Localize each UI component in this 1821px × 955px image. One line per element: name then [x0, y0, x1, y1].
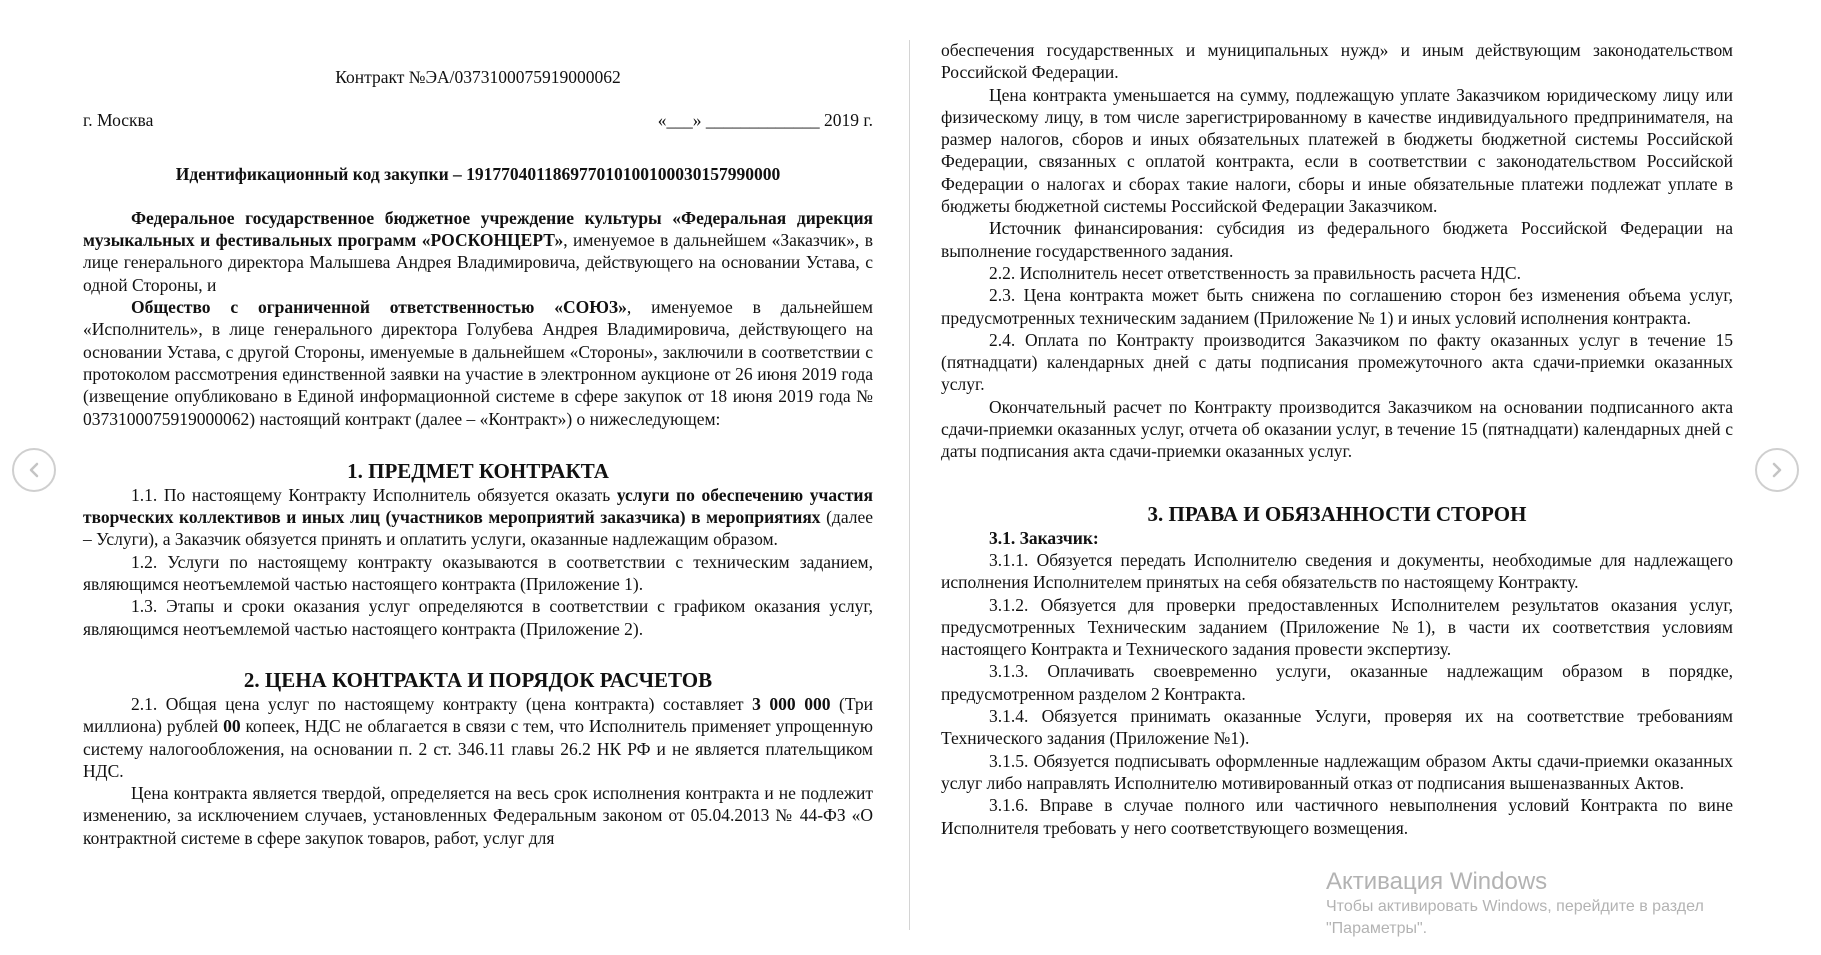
clause-3-1-2: 3.1.2. Обязуется для проверки предоставленных Исполнителем результатов оказания услуг, предусмотренных Техническим заданием (Приложение №1), в части их соответствия условиям настоящего Контракта и Технического задания провести экспертизу.	[941, 594, 1733, 660]
clause-3-1-3: 3.1.3. Оплачивать своевременно услуги, оказанные надлежащим образом в порядке, предусмотренном разделом 2 Контракта.	[941, 661, 1733, 704]
paragraph-price-reduction: Цена контракта уменьшается на сумму, подлежащую уплате Заказчиком юридическому лицу или физическому лицу, в том числе зарегистрированному в качестве индивидуального предпринимателя, на размер налогов, сборов и иных обязательных платежей в бюджеты бюджетной системы Российской Федерации, связанных с оплатой контракта, если в соответствии с законодательством Российской Федерации о налогах и сборах такие налоги, сборы и иные обязательные платежи подлежат уплате в бюджеты бюджетной системы Российской Федерации Заказчиком.	[941, 84, 1733, 217]
clause-2-1-end: копеек, НДС не облагается в связи с тем, что Исполнитель применяет упрощенную систему налогообложения, на основании п. 2 ст. 346.11 главы 26.2 НК РФ и не является плательщиком НДС.	[83, 716, 873, 781]
contract-price-words: (Три миллиона) рублей	[83, 693, 874, 737]
document-page-right	[941, 0, 1733, 955]
chevron-right-icon	[1768, 461, 1786, 479]
clause-2-1-start: 2.1. Общая цена услуг по настоящему контракту (цена контракта) составляет	[131, 693, 753, 714]
paragraph-final-payment: Окончательный расчет по Контракту производится Заказчиком на основании подписанного акта сдачи-приемки оказанных услуг, отчета об оказании услуг, в течение 15 (пятнадцати) календарных дней с даты подписания акта сдачи-приемки оказанных услуг.	[941, 396, 1733, 462]
contract-price-kopecks: 00	[223, 716, 241, 737]
clause-3-1-6: 3.1.6. Вправе в случае полного или частичного невыполнения условий Контракта по вине Исполнителя требовать у него соответствующего возмещения.	[941, 795, 1733, 838]
clause-1-1-subject: услуги по обеспечению участия творческих коллективов и иных лиц (участников мероприятий заказчика) в мероприятиях	[83, 484, 873, 528]
clause-3-1-5: 3.1.5. Обязуется подписывать оформленные надлежащим образом Акты сдачи-приемки оказанных услуг либо направлять Исполнителю мотивированный отказ от подписания вышеназванных Актов.	[941, 750, 1733, 793]
customer-details: , именуемое в дальнейшем «Заказчик», в лице генерального директора Малышева Андрея Владимировича, действующего на основании Устава, с одной Стороны, и	[83, 230, 873, 295]
contractor-details: , именуемое в дальнейшем «Исполнитель», в лице генерального директора Голубева Андрея Владимировича, действующего на основании Устава, с другой Стороны, именуемые в дальнейшем «Стороны», заключили в соответствии с протоколом рассмотрения единственной заявки на участие в электронном аукционе от 26 июня 2019 года (извещение опубликовано в Единой информационной системе в сфере закупок от 18 июня 2019 года № 0373100075919000062) настоящий контракт (далее – «Контракт») о нижеследующем:	[83, 297, 874, 429]
paragraph-party-contractor	[83, 296, 873, 430]
section-1-heading: 1. ПРЕДМЕТ КОНТРАКТА	[347, 458, 609, 483]
watermark-line-1: Чтобы активировать Windows, перейдите в раздел	[1326, 898, 1704, 915]
clause-2-1	[83, 693, 873, 782]
clause-3-1-4: 3.1.4. Обязуется принимать оказанные Услуги, проверяя их на соответствие требованиям Технического задания (Приложение №1).	[941, 706, 1733, 749]
paragraph-continued: обеспечения государственных и муниципальных нужд» и иным действующим законодательством Российской Федерации.	[941, 40, 1733, 83]
customer-name: Федеральное государственное бюджетное учреждение культуры «Федеральная дирекция музыкальных и фестивальных программ «РОСКОНЦЕРТ»	[83, 207, 873, 251]
chevron-left-icon	[25, 461, 43, 479]
clause-2-2: 2.2. Исполнитель несет ответственность за правильность расчета НДС.	[989, 262, 1521, 283]
clause-1-2: 1.2. Услуги по настоящему контракту оказываются в соответствии с техническим заданием, являющимся неотъемлемой частью настоящего контракта (Приложение 1).	[83, 551, 873, 595]
next-page-button[interactable]	[1755, 448, 1799, 492]
contract-title: Контракт №ЭА/0373100075919000062	[335, 67, 621, 87]
clause-2-3: 2.3. Цена контракта может быть снижена по соглашению сторон без изменения объема услуг, предусмотренных техническим заданием (Приложение № 1) и иных условий исполнения контракта.	[941, 285, 1733, 328]
clause-1-1	[83, 484, 873, 551]
paragraph-party-customer	[83, 207, 873, 296]
contract-price-amount: 3 000 000	[752, 693, 831, 714]
previous-page-button[interactable]	[12, 448, 56, 492]
contractor-name: Общество с ограниченной ответственностью «СОЮЗ»	[131, 297, 627, 318]
clause-price-fixed: Цена контракта является твердой, определяется на весь срок исполнения контракта и не подлежит изменению, за исключением случаев, установленных Федеральным законом от 05.04.2013 № 44-ФЗ «О контрактной системе в сфере закупок товаров, работ, услуг для	[83, 783, 873, 848]
contract-date: «___» _____________ 2019 г.	[657, 110, 873, 131]
clause-1-1-start: 1.1. По настоящему Контракту Исполнитель обязуется оказать	[131, 484, 617, 505]
watermark-line-2: "Параметры".	[1326, 920, 1428, 937]
clause-2-4: 2.4. Оплата по Контракту производится Заказчиком по факту оказанных услуг в течение 15 (пятнадцати) календарных дней с даты подписания промежуточного акта сдачи-приемки оказанных услуг.	[941, 329, 1733, 395]
contract-city: г. Москва	[83, 110, 154, 131]
purchase-id-code: Идентификационный код закупки – 191770401186977010100100030157990000	[175, 163, 781, 184]
clause-3-1-heading: 3.1. Заказчик:	[989, 527, 1099, 548]
clause-1-1-end: (далее – Услуги), а Заказчик обязуется принять и оплатить услуги, оказанные надлежащим образом.	[83, 507, 874, 550]
clause-1-3: 1.3. Этапы и сроки оказания услуг определяются в соответствии с графиком оказания услуг, являющимся неотъемлемой частью настоящего контракта (Приложение 2).	[83, 596, 873, 639]
paragraph-funding-source: Источник финансирования: субсидия из федерального бюджета Российской Федерации на выполнение государственного задания.	[941, 218, 1733, 261]
clause-3-1-1: 3.1.1. Обязуется передать Исполнителю сведения и документы, необходимые для надлежащего исполнения Исполнителем принятых на себя обязательств по настоящему Контракту.	[941, 549, 1733, 593]
section-3-heading: 3. ПРАВА И ОБЯЗАННОСТИ СТОРОН	[1147, 501, 1527, 526]
section-2-heading: 2. ЦЕНА КОНТРАКТА И ПОРЯДОК РАСЧЕТОВ	[243, 667, 713, 692]
city-date-row	[83, 109, 873, 131]
watermark-title: Активация Windows	[1326, 868, 1548, 895]
document-page-left	[83, 0, 873, 955]
page-divider	[909, 40, 910, 930]
